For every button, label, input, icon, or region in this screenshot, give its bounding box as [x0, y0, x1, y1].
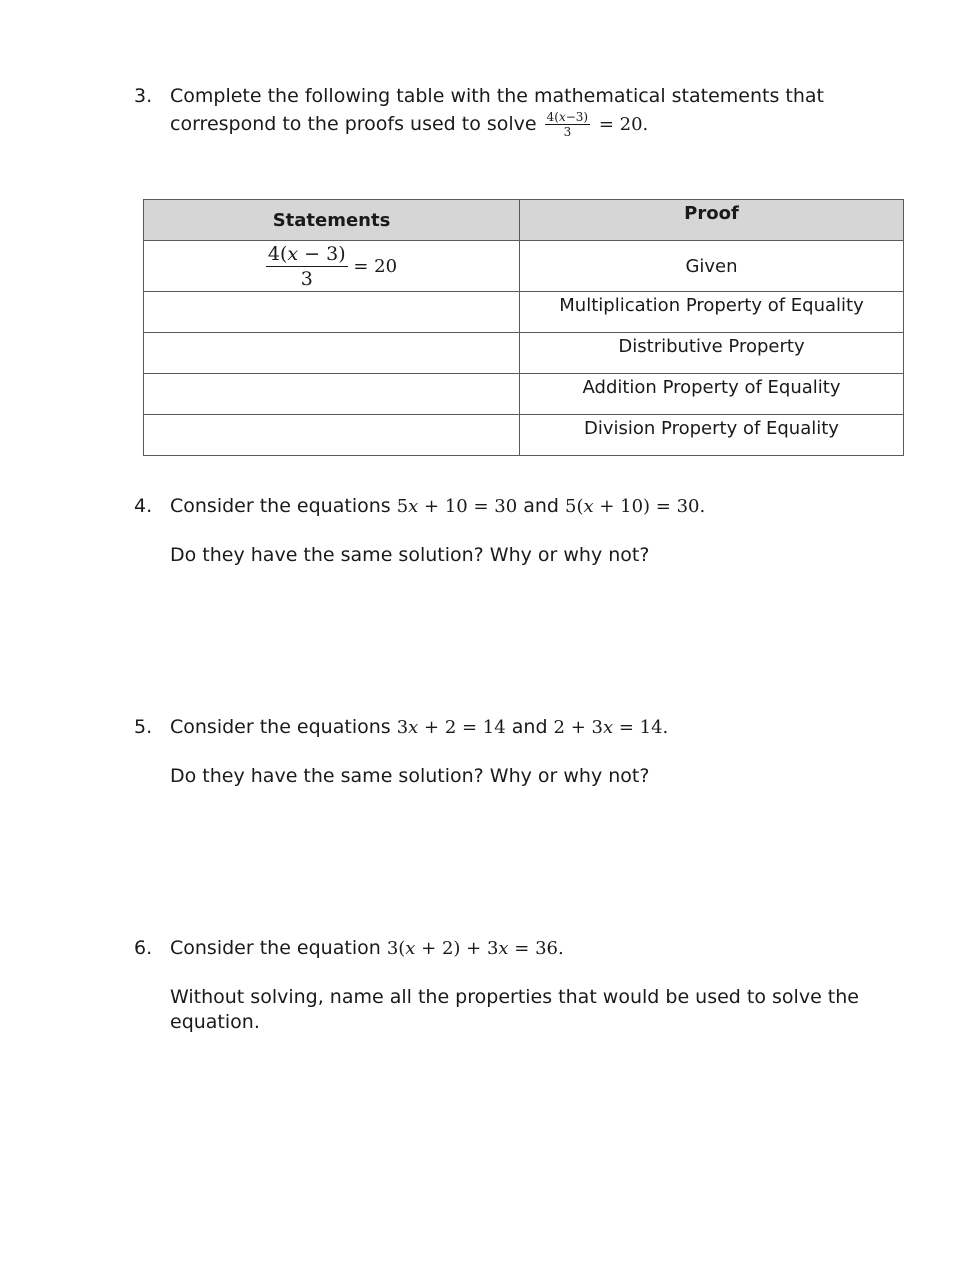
prompt-text: Consider the equations: [170, 716, 397, 738]
equation-rhs: = 20: [347, 255, 398, 277]
table-header-row: [144, 200, 904, 241]
question-4-prompt: [170, 494, 894, 519]
statement-cell-empty[interactable]: [144, 333, 520, 374]
equation-1: 5𝑥 + 10 = 30: [396, 496, 518, 517]
header-statements: Statements: [144, 200, 520, 241]
question-5-subquestion: Do they have the same solution? Why or why not?: [170, 765, 650, 787]
fraction: [266, 242, 348, 291]
fraction-numerator: 4(𝑥−3): [546, 110, 589, 124]
proof-cell: Addition Property of Equality: [520, 374, 904, 415]
statement-cell-empty[interactable]: [144, 374, 520, 415]
question-6: [134, 936, 894, 1035]
question-3-line-2-text: correspond to the proofs used to solve: [170, 113, 537, 135]
fraction-denominator: 3: [300, 267, 313, 290]
equation-1: 3𝑥 + 2 = 14: [396, 717, 506, 738]
table-row: [144, 415, 904, 456]
equation-1: 3(𝑥 + 2) + 3𝑥 = 36.: [386, 938, 564, 959]
question-number: 3.: [134, 85, 153, 107]
table-row: [144, 333, 904, 374]
equation-rhs: = 20.: [593, 114, 649, 135]
proof-table: [143, 199, 904, 456]
question-5: [134, 715, 894, 789]
statement-cell-empty[interactable]: [144, 292, 520, 333]
question-3: [134, 84, 894, 139]
question-3-line-1: Complete the following table with the mathematical statements that: [170, 85, 824, 107]
fraction-numerator: 4(𝑥 − 3): [267, 242, 346, 265]
question-number: 4.: [134, 495, 153, 517]
question-5-prompt: [170, 715, 894, 740]
statement-cell: [144, 241, 520, 292]
proof-cell: Division Property of Equality: [520, 415, 904, 456]
prompt-text: Consider the equation: [170, 937, 387, 959]
question-number: 5.: [134, 716, 153, 738]
question-6-prompt: [170, 936, 894, 961]
question-number: 6.: [134, 937, 153, 959]
table-row: [144, 241, 904, 292]
equation-2: 5(𝑥 + 10) = 30.: [565, 496, 706, 517]
proof-cell: Distributive Property: [520, 333, 904, 374]
fraction: [545, 110, 590, 139]
table-row: [144, 374, 904, 415]
fraction-denominator: 3: [563, 125, 572, 139]
statement-cell-empty[interactable]: [144, 415, 520, 456]
equation-2: 2 + 3𝑥 = 14.: [553, 717, 669, 738]
prompt-text: Consider the equations: [170, 495, 397, 517]
table-row: [144, 292, 904, 333]
proof-cell: Multiplication Property of Equality: [520, 292, 904, 333]
question-6-subquestion: Without solving, name all the properties that would be used to solve the equation.: [170, 986, 859, 1033]
question-4-subquestion: Do they have the same solution? Why or why not?: [170, 544, 650, 566]
prompt-text: and: [505, 716, 554, 738]
question-4: [134, 494, 894, 568]
question-3-line-2: [170, 110, 894, 139]
header-proof: Proof: [520, 200, 904, 241]
prompt-text: and: [517, 495, 565, 517]
proof-cell: Given: [520, 241, 904, 292]
